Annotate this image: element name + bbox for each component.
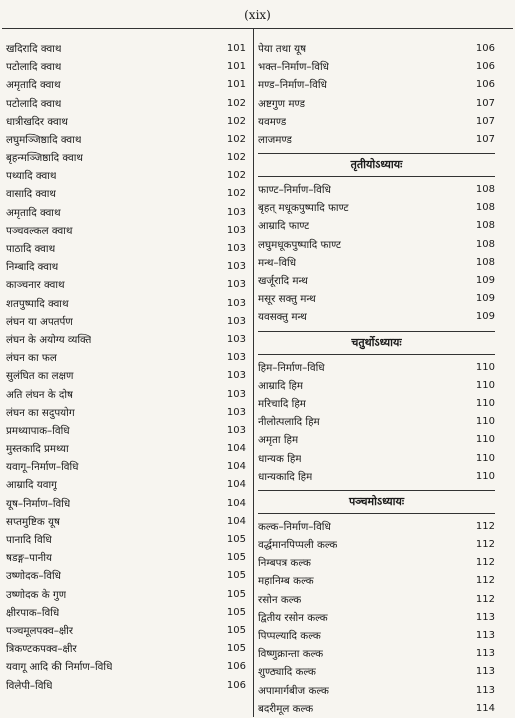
toc-entry (258, 308, 495, 326)
toc-entry (6, 349, 246, 367)
toc-entry (6, 313, 246, 331)
toc-entry-page: 105 (226, 606, 246, 618)
toc-entry-page: 102 (226, 188, 246, 200)
toc-entry-page: 103 (226, 261, 246, 273)
toc-entry-page: 113 (475, 684, 495, 696)
toc-entry-page: 108 (475, 256, 495, 268)
toc-entry-page: 105 (226, 534, 246, 546)
toc-entry-title: पानादि विधि (6, 534, 52, 547)
toc-entry-title: धान्यकादि हिम (258, 470, 313, 483)
toc-entry-title: खदिरादि क्वाथ (6, 42, 62, 55)
toc-entry (6, 167, 246, 185)
toc-entry-title: शुण्ठ्यादि कल्क (258, 666, 316, 679)
toc-left-column (6, 40, 246, 695)
toc-entry (6, 131, 246, 149)
toc-entry (6, 677, 246, 695)
toc-entry-title: प्रमथ्यापाक–विधि (6, 424, 70, 437)
toc-entry (258, 377, 495, 395)
toc-entry (258, 663, 495, 681)
toc-entry-title: यवागू आदि की निर्माण–विधि (6, 661, 113, 674)
toc-entry (6, 331, 246, 349)
chapter-heading: पञ्चमोऽध्यायः (258, 490, 495, 514)
toc-entry-page: 110 (475, 470, 495, 482)
column-divider (253, 28, 254, 717)
toc-entry-page: 103 (226, 424, 246, 436)
toc-entry-page: 112 (475, 520, 495, 532)
toc-entry-page: 102 (226, 97, 246, 109)
toc-entry-page: 105 (226, 552, 246, 564)
toc-entry-page: 103 (226, 297, 246, 309)
toc-entry-page: 105 (226, 643, 246, 655)
toc-entry-title: अमृता हिम (258, 434, 299, 447)
toc-entry (6, 495, 246, 513)
toc-entry-title: रसोन कल्क (258, 593, 302, 606)
toc-entry-page: 105 (226, 570, 246, 582)
toc-entry-page: 106 (226, 661, 246, 673)
toc-entry-page: 112 (475, 575, 495, 587)
toc-entry-page: 114 (475, 702, 495, 714)
toc-entry (6, 586, 246, 604)
toc-entry-title: लंघन या अपतर्पण (6, 315, 73, 328)
toc-entry-page: 108 (475, 184, 495, 196)
toc-entry (6, 567, 246, 585)
toc-entry-title: उष्णोदक–विधि (6, 570, 61, 583)
toc-entry (6, 386, 246, 404)
toc-entry-title: मसूर सक्तु मन्थ (258, 293, 316, 306)
toc-entry (6, 186, 246, 204)
toc-entry (6, 40, 246, 58)
toc-entry-page: 104 (226, 515, 246, 527)
toc-entry (258, 58, 495, 76)
toc-entry-title: खर्जूरादि मन्थ (258, 275, 308, 288)
toc-entry-page: 102 (226, 170, 246, 182)
toc-entry (258, 40, 495, 58)
toc-entry-page: 110 (475, 379, 495, 391)
toc-entry (6, 422, 246, 440)
toc-entry (258, 272, 495, 290)
toc-entry (258, 95, 495, 113)
toc-entry-title: विलेपी–विधि (6, 679, 53, 692)
toc-entry-title: भक्त–निर्माण–विधि (258, 61, 329, 74)
toc-entry (258, 518, 495, 536)
toc-entry-title: हिम–निर्माण–विधि (258, 361, 325, 374)
toc-entry (258, 254, 495, 272)
toc-entry-page: 105 (226, 588, 246, 600)
chapter-heading: तृतीयोऽध्यायः (258, 153, 495, 177)
toc-entry (6, 440, 246, 458)
toc-entry (258, 181, 495, 199)
toc-entry (6, 531, 246, 549)
toc-entry-page: 105 (226, 624, 246, 636)
toc-entry (258, 290, 495, 308)
toc-entry-title: यवसक्तु मन्थ (258, 311, 307, 324)
toc-entry-page: 110 (475, 452, 495, 464)
toc-entry (6, 404, 246, 422)
toc-entry (6, 295, 246, 313)
toc-entry-title: आम्रादि हिम (258, 379, 304, 392)
toc-entry (258, 359, 495, 377)
toc-entry-title: पेया तथा यूष (258, 42, 307, 55)
toc-entry (258, 199, 495, 217)
toc-entry-page: 106 (226, 679, 246, 691)
toc-entry-title: मुस्तकादि प्रमथ्या (6, 443, 69, 456)
toc-entry-title: मण्ड–निर्माण–विधि (258, 79, 327, 92)
toc-entry-page: 103 (226, 224, 246, 236)
toc-entry (258, 413, 495, 431)
toc-entry-title: मन्थ–विधि (258, 256, 297, 269)
chapter-heading: चतुर्थोऽध्यायः (258, 331, 495, 355)
toc-entry-page: 104 (226, 479, 246, 491)
toc-entry (6, 149, 246, 167)
toc-entry-page: 103 (226, 352, 246, 364)
toc-entry-title: लाजमण्ड (258, 133, 292, 146)
toc-entry-title: आम्रादि यवागू (6, 479, 57, 492)
toc-entry-title: द्वितीय रसोन कल्क (258, 611, 328, 624)
toc-entry-page: 108 (475, 202, 495, 214)
top-rule (2, 28, 513, 29)
toc-entry-page: 109 (475, 275, 495, 287)
toc-entry-page: 103 (226, 206, 246, 218)
toc-entry-page: 107 (475, 115, 495, 127)
toc-entry-title: धात्रीखदिर क्वाथ (6, 115, 68, 128)
toc-entry-title: कल्क–निर्माण–विधि (258, 520, 331, 533)
toc-entry-page: 103 (226, 370, 246, 382)
toc-entry (6, 95, 246, 113)
toc-entry-page: 103 (226, 315, 246, 327)
toc-entry-title: काञ्चनार क्वाथ (6, 279, 65, 292)
toc-entry-title: षडङ्ग–पानीय (6, 552, 52, 565)
toc-entry-page: 101 (226, 79, 246, 91)
toc-entry-title: आम्रादि फाण्ट (258, 220, 310, 233)
toc-entry-title: मरिचादि हिम (258, 397, 306, 410)
toc-entry-title: महानिम्ब कल्क (258, 575, 314, 588)
toc-entry-title: लघुमधूकपुष्पादि फाण्ट (258, 238, 342, 251)
toc-entry-page: 108 (475, 220, 495, 232)
toc-entry-title: पिप्पल्यादि कल्क (258, 630, 321, 643)
toc-entry-title: पटोलादि क्वाथ (6, 61, 62, 74)
toc-entry-title: यूष–निर्माण–विधि (6, 497, 71, 510)
toc-entry-title: यवमण्ड (258, 115, 287, 128)
toc-entry-title: विष्णुक्रान्ता कल्क (258, 648, 324, 661)
toc-entry-page: 112 (475, 539, 495, 551)
toc-entry-title: उष्णोदक के गुण (6, 588, 67, 601)
toc-entry-title: पञ्चवल्कल क्वाथ (6, 224, 73, 237)
toc-entry-title: अष्टगुण मण्ड (258, 97, 305, 110)
toc-entry (258, 395, 495, 413)
toc-entry-title: बदरीमूल कल्क (258, 702, 314, 715)
toc-entry-page: 113 (475, 630, 495, 642)
toc-entry (258, 573, 495, 591)
toc-entry-page: 106 (475, 79, 495, 91)
toc-entry (258, 450, 495, 468)
toc-entry (6, 477, 246, 495)
page-number: (xix) (244, 8, 271, 22)
toc-entry (258, 627, 495, 645)
toc-entry-title: अमृतादि क्वाथ (6, 206, 61, 219)
toc-entry-title: सप्तमुष्टिक यूष (6, 515, 60, 528)
toc-entry-title: वर्द्धमानपिप्पली कल्क (258, 539, 338, 552)
toc-entry-title: नीलोत्पलादि हिम (258, 416, 320, 429)
toc-entry-title: लंघन के अयोग्य व्यक्ति (6, 333, 92, 346)
toc-entry (258, 76, 495, 94)
toc-entry (258, 682, 495, 700)
toc-entry-page: 110 (475, 361, 495, 373)
toc-entry (6, 622, 246, 640)
toc-entry-page: 103 (226, 388, 246, 400)
toc-entry (6, 458, 246, 476)
toc-entry-page: 103 (226, 333, 246, 345)
toc-entry (6, 222, 246, 240)
toc-entry-page: 104 (226, 497, 246, 509)
toc-entry-page: 104 (226, 443, 246, 455)
toc-entry (6, 76, 246, 94)
toc-entry-title: अपामार्गबीज कल्क (258, 684, 329, 697)
toc-entry-page: 108 (475, 238, 495, 250)
toc-entry-title: वासादि क्वाथ (6, 188, 57, 201)
toc-entry-page: 103 (226, 279, 246, 291)
toc-entry (258, 645, 495, 663)
toc-entry-title: पाठादि क्वाथ (6, 243, 56, 256)
toc-entry (258, 700, 495, 718)
toc-entry-title: धान्यक हिम (258, 452, 302, 465)
toc-entry (6, 640, 246, 658)
toc-entry-title: अति लंघन के दोष (6, 388, 73, 401)
toc-entry-page: 109 (475, 293, 495, 305)
toc-entry-page: 113 (475, 648, 495, 660)
toc-entry (6, 513, 246, 531)
toc-entry (6, 367, 246, 385)
toc-entry-title: बृहन्मञ्जिष्ठादि क्वाथ (6, 152, 83, 165)
toc-entry-title: शतपुष्पादि क्वाथ (6, 297, 69, 310)
toc-entry (258, 131, 495, 149)
toc-entry-page: 106 (475, 61, 495, 73)
toc-entry-page: 113 (475, 666, 495, 678)
toc-entry-page: 110 (475, 434, 495, 446)
toc-entry-page: 101 (226, 42, 246, 54)
toc-entry-title: अमृतादि क्वाथ (6, 79, 61, 92)
toc-entry-title: लंघन का सदुपयोग (6, 406, 75, 419)
toc-entry-title: लंघन का फल (6, 352, 57, 365)
toc-entry-page: 106 (475, 42, 495, 54)
toc-entry (258, 431, 495, 449)
toc-entry (258, 554, 495, 572)
toc-entry-page: 112 (475, 557, 495, 569)
toc-entry (258, 591, 495, 609)
toc-entry (6, 658, 246, 676)
toc-entry (258, 609, 495, 627)
toc-entry-page: 110 (475, 416, 495, 428)
toc-entry-title: निम्बादि क्वाथ (6, 261, 59, 274)
toc-entry-title: पञ्चमूलपक्व–क्षीर (6, 624, 74, 637)
toc-entry (6, 549, 246, 567)
toc-entry (6, 276, 246, 294)
toc-entry-page: 110 (475, 397, 495, 409)
toc-entry-title: यवागू–निर्माण–विधि (6, 461, 79, 474)
toc-entry-page: 103 (226, 406, 246, 418)
toc-entry-page: 112 (475, 593, 495, 605)
toc-entry-title: निम्बपत्र कल्क (258, 557, 311, 570)
toc-entry (6, 604, 246, 622)
toc-entry-page: 104 (226, 461, 246, 473)
toc-entry-page: 102 (226, 133, 246, 145)
toc-entry-page: 102 (226, 115, 246, 127)
toc-entry (6, 240, 246, 258)
toc-entry-title: त्रिकण्टकपक्व–क्षीर (6, 643, 77, 656)
toc-entry (258, 536, 495, 554)
toc-entry-page: 107 (475, 133, 495, 145)
toc-entry-page: 102 (226, 152, 246, 164)
toc-entry-title: बृहत् मधूकपुष्पादि फाण्ट (258, 202, 349, 215)
toc-entry-title: लघुमञ्जिष्ठादि क्वाथ (6, 133, 82, 146)
toc-entry-title: पथ्यादि क्वाथ (6, 170, 57, 183)
toc-entry-page: 103 (226, 243, 246, 255)
toc-entry-page: 113 (475, 611, 495, 623)
toc-right-column (258, 40, 495, 718)
toc-entry (6, 258, 246, 276)
toc-entry (6, 113, 246, 131)
toc-entry (258, 236, 495, 254)
toc-entry-title: पटोलादि क्वाथ (6, 97, 62, 110)
toc-entry-title: सुलंघित का लक्षण (6, 370, 74, 383)
toc-entry (6, 58, 246, 76)
toc-entry (258, 468, 495, 486)
toc-entry (6, 204, 246, 222)
toc-entry-page: 107 (475, 97, 495, 109)
toc-entry (258, 218, 495, 236)
toc-entry-title: क्षीरपाक–विधि (6, 606, 60, 619)
toc-entry-title: फाण्ट–निर्माण–विधि (258, 184, 331, 197)
toc-entry-page: 109 (475, 311, 495, 323)
toc-entry (258, 113, 495, 131)
toc-entry-page: 101 (226, 61, 246, 73)
